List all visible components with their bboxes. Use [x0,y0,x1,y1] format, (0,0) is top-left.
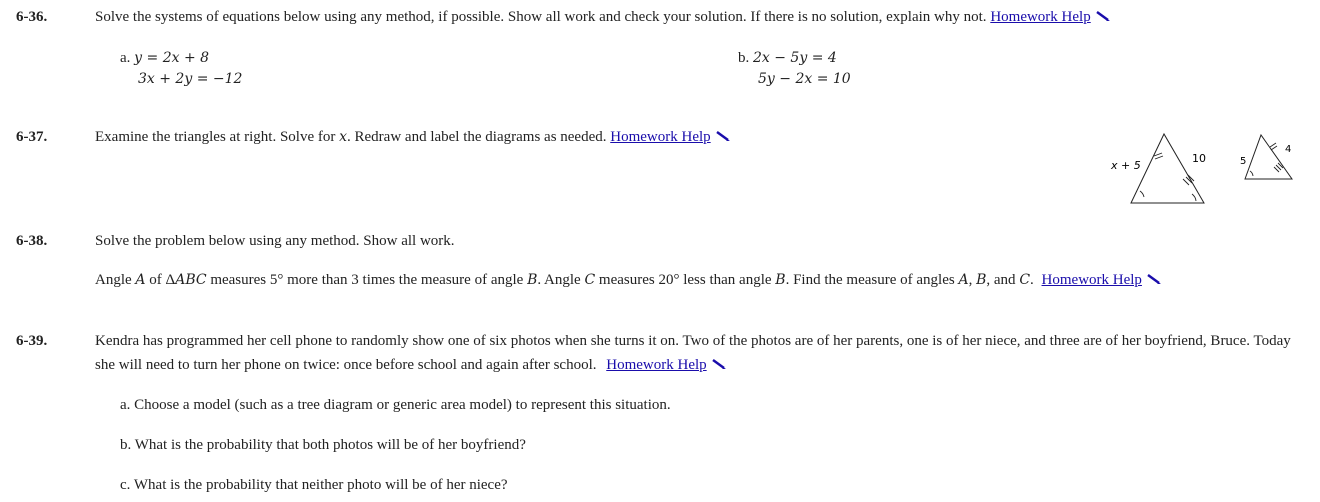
pencil-icon [1146,273,1162,285]
prompt-part: . Redraw and label the diagrams as needed. [347,129,607,145]
var-c: C [584,272,596,288]
equation-a2: 3x + 2y = −12 [138,71,243,87]
statement-part: . [1030,272,1034,288]
statement-part: . Angle [537,272,585,288]
angle-mark [1250,171,1253,176]
var-abc: ABC [175,272,207,288]
statement-part: , [968,272,977,288]
homework-help-link-6-36[interactable] [990,9,1110,25]
problem-6-38-text: Solve the problem below using any method. Show all work. [95,233,455,249]
pencil-icon [715,130,731,142]
triangles-diagram [1100,125,1310,210]
var-b: B [527,272,538,288]
angle-mark [1140,191,1144,197]
var-c: C [1019,272,1031,288]
statement-part: Angle [95,272,136,288]
statement-part: . Find the measure of angles [785,272,959,288]
homework-help-link-6-37[interactable] [610,129,730,145]
var-a: A [958,272,969,288]
problem-6-38-statement [95,272,1162,289]
tick-mark [1154,153,1163,159]
pencil-icon [1095,10,1111,22]
equation-b1: 2x − 5y = 4 [753,50,837,66]
part-a-question: a. Choose a model (such as a tree diagram or generic area model) to represent this situation. [120,397,671,413]
problem-6-36-prompt: Solve the systems of equations below using any method, if possible. Show all work and check your solution. If there is no solution, explain why not. [95,9,987,25]
equation-a1: y = 2x + 8 [134,50,210,66]
problem-6-39-text [95,329,1295,377]
var-a: A [135,272,146,288]
problem-number-6-39: 6-39. [16,333,48,349]
part-b-question: b. What is the probability that both photos will be of her boyfriend? [120,437,526,453]
homework-help-label: Homework Help [610,129,711,145]
small-triangle-left-label: 5 [1240,156,1247,167]
part-label: b. [738,50,750,66]
part-b-label [738,50,837,67]
problem-number-6-36: 6-36. [16,9,48,25]
small-triangle-right-label: 4 [1285,144,1292,155]
statement-part: , and [986,272,1020,288]
large-triangle-right-label: 10 [1192,152,1206,165]
var-b: B [976,272,987,288]
homework-help-label: Homework Help [990,9,1091,25]
angle-mark [1192,194,1196,201]
large-triangle-left-label: x + 5 [1111,159,1141,172]
statement-part: of Δ [145,272,176,288]
problem-number-6-38: 6-38. [16,233,48,249]
homework-help-link-6-39[interactable] [606,357,726,373]
statement-part: measures 5° more than 3 times the measure of angle [206,272,528,288]
pencil-icon [711,358,727,370]
statement-part: measures 20° less than angle [595,272,776,288]
problem-number-6-37: 6-37. [16,129,48,145]
problem-6-39-prompt: Kendra has programmed her cell phone to randomly show one of six photos when she turns it on. Two of the photos are of her parents, one is of her niece, and three are of her boyfriend, Bruce. Today she will need to turn her phone on twice: once before school and again after school. [95,333,1291,373]
var-b: B [775,272,786,288]
part-a-label [120,50,209,67]
part-label: a. [120,50,131,66]
prompt-part: Examine the triangles at right. Solve for [95,129,336,145]
problem-6-37-text [95,129,731,146]
homework-help-link-6-38[interactable] [1042,272,1162,288]
problem-6-36-text [95,9,1111,26]
equation-b2: 5y − 2x = 10 [758,71,851,87]
part-c-question: c. What is the probability that neither photo will be of her niece? [120,477,508,493]
variable-x: x [339,129,348,145]
homework-help-label: Homework Help [1041,272,1142,288]
homework-help-label: Homework Help [606,357,707,373]
